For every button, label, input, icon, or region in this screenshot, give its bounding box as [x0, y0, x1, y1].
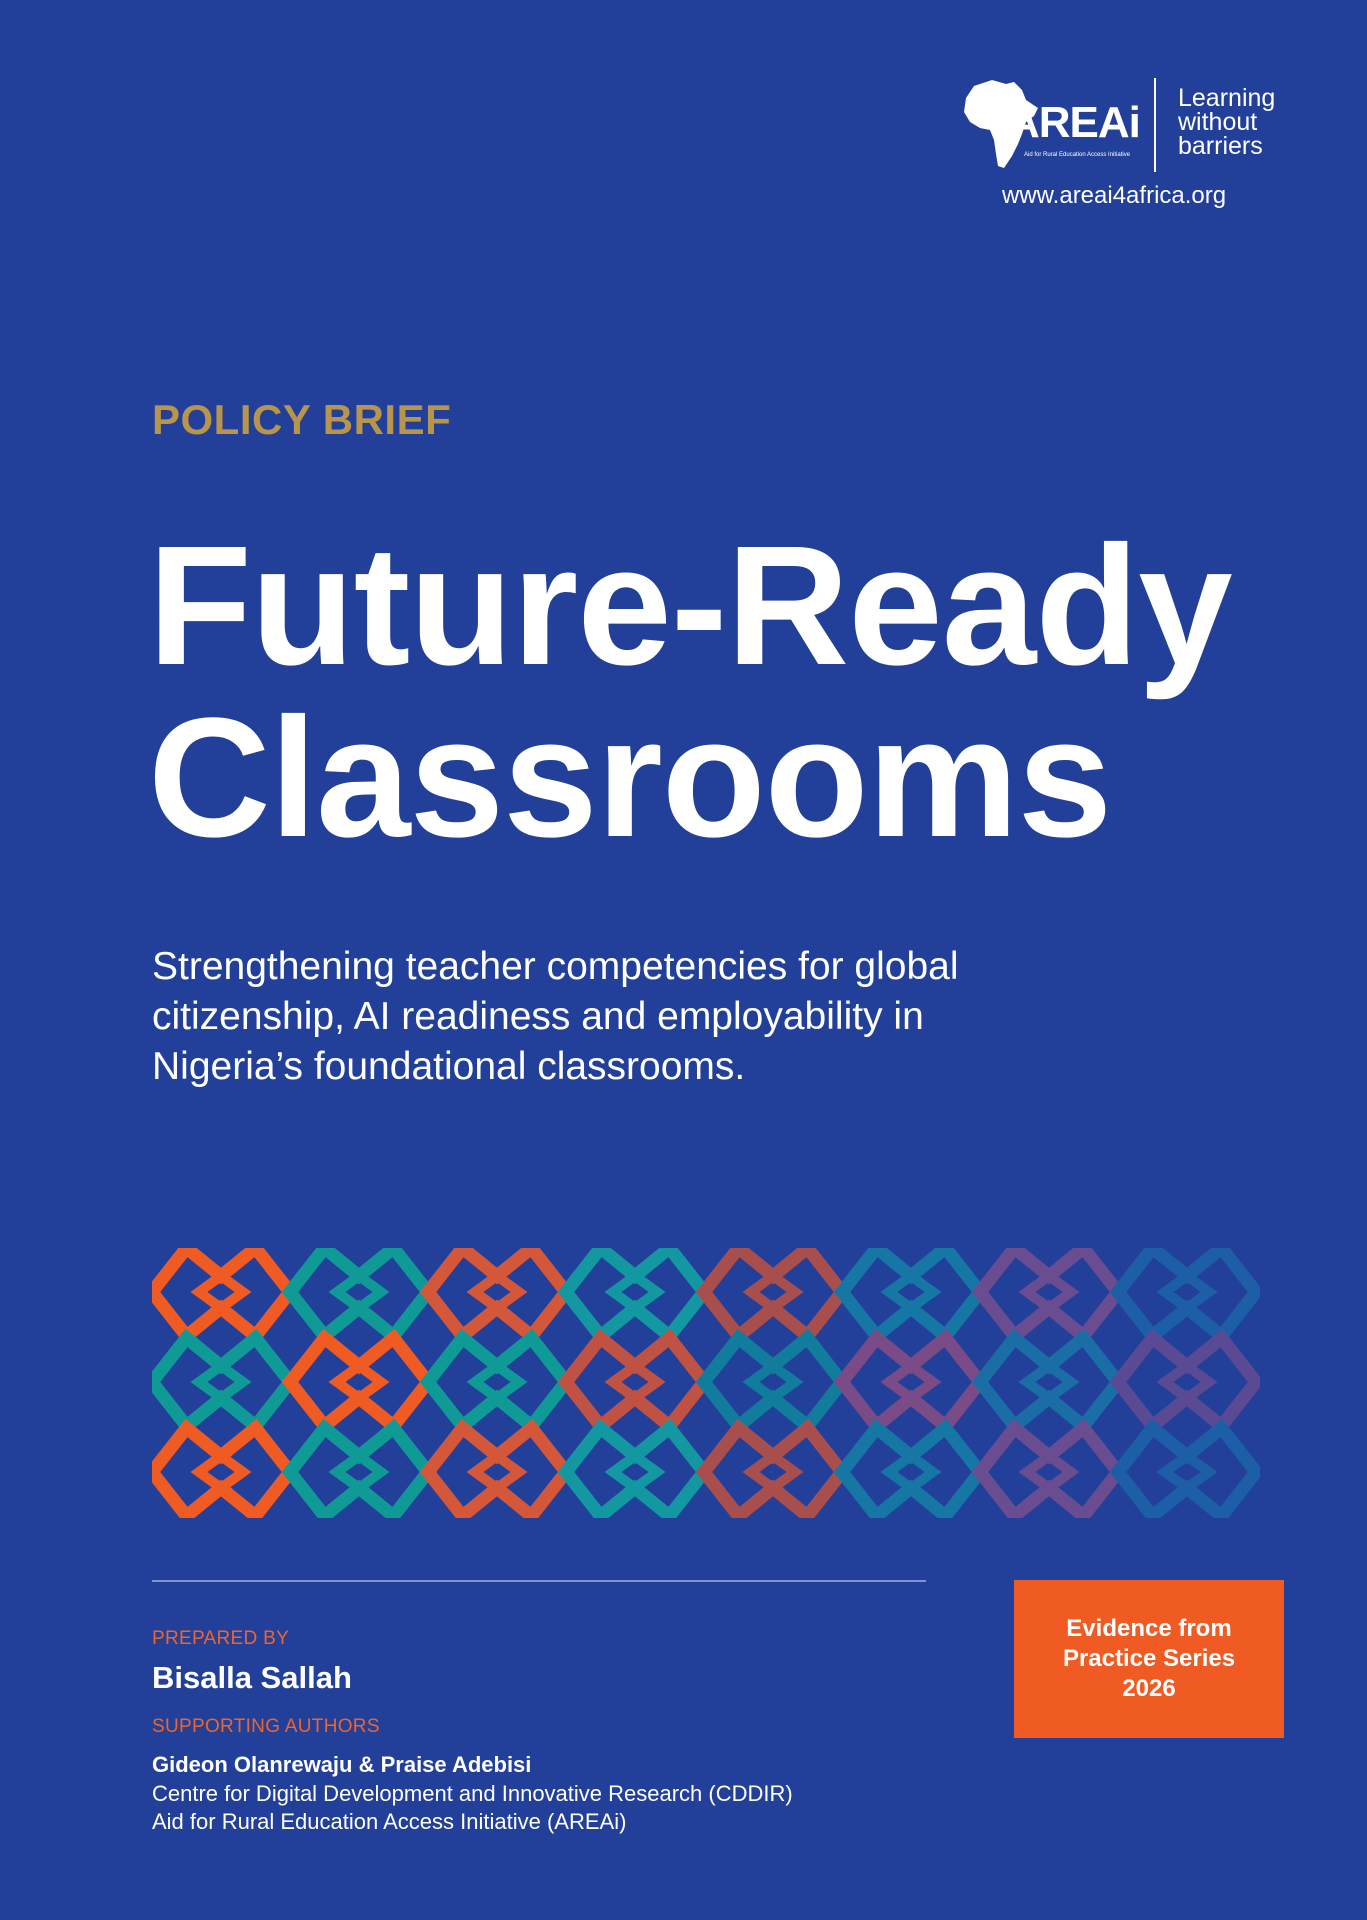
subtitle-line: Nigeria’s foundational classrooms.: [152, 1045, 746, 1088]
prepared-by-label: PREPARED BY: [152, 1628, 290, 1649]
supporting-authors-label: SUPPORTING AUTHORS: [152, 1716, 380, 1737]
pattern-motif: [1118, 1248, 1256, 1336]
pattern-motif: [842, 1428, 980, 1516]
logo-subline: Aid for Rural Education Access Initiative: [1024, 152, 1131, 158]
title-line: Classrooms: [148, 683, 1112, 873]
pattern-motif: [704, 1248, 842, 1336]
pattern-motif: [842, 1248, 980, 1336]
pattern-motif: [1118, 1428, 1256, 1516]
pattern-motif: [704, 1428, 842, 1516]
pattern-motif: [290, 1338, 428, 1426]
pattern-motif: [428, 1428, 566, 1516]
prepared-by-name: Bisalla Sallah: [152, 1660, 352, 1695]
pattern-motif: [152, 1338, 290, 1426]
logo-tagline: [1178, 86, 1275, 158]
document-type-label: POLICY BRIEF: [152, 396, 452, 443]
tagline-line: Learning: [1178, 84, 1276, 112]
affiliation-line: Aid for Rural Education Access Initiative (AREAi): [152, 1809, 627, 1834]
pattern-motif: [428, 1338, 566, 1426]
pattern-motif: [566, 1428, 704, 1516]
affiliation-line: Centre for Digital Development and Innovative Research (CDDIR): [152, 1781, 793, 1806]
series-badge: [1014, 1580, 1284, 1738]
decorative-diamond-pattern: [152, 1248, 1260, 1518]
subtitle: [152, 942, 1112, 1092]
pattern-motif: [428, 1248, 566, 1336]
badge-line: Practice Series: [1062, 1645, 1236, 1672]
pattern-motif: [980, 1248, 1118, 1336]
pattern-motif: [566, 1248, 704, 1336]
pattern-motif: [980, 1428, 1118, 1516]
pattern-motif: [566, 1338, 704, 1426]
tagline-line: without: [1178, 108, 1258, 136]
pattern-motif: [842, 1338, 980, 1426]
pattern-motif: [290, 1248, 428, 1336]
subtitle-line: Strengthening teacher competencies for global: [152, 945, 959, 988]
pattern-motif: [704, 1338, 842, 1426]
subtitle-line: citizenship, AI readiness and employability in: [152, 995, 924, 1038]
page-title: [148, 511, 1232, 873]
pattern-motif: [290, 1428, 428, 1516]
website-url[interactable]: www.areai4africa.org: [1002, 182, 1227, 209]
logo-divider: [1154, 78, 1156, 172]
title-line: Future-Ready: [148, 511, 1232, 701]
badge-line: 2026: [1122, 1675, 1176, 1702]
logo-wordmark: AREAi: [1008, 98, 1140, 147]
pattern-motif: [980, 1338, 1118, 1426]
pattern-motif: [152, 1248, 290, 1336]
tagline-line: barriers: [1178, 132, 1263, 160]
pattern-motif: [152, 1428, 290, 1516]
badge-line: Evidence from: [1066, 1615, 1232, 1642]
supporting-authors-names: Gideon Olanrewaju & Praise Adebisi: [152, 1752, 532, 1777]
areai-logo: [962, 76, 1292, 216]
pattern-motif: [1118, 1338, 1256, 1426]
divider-line: [152, 1580, 926, 1582]
